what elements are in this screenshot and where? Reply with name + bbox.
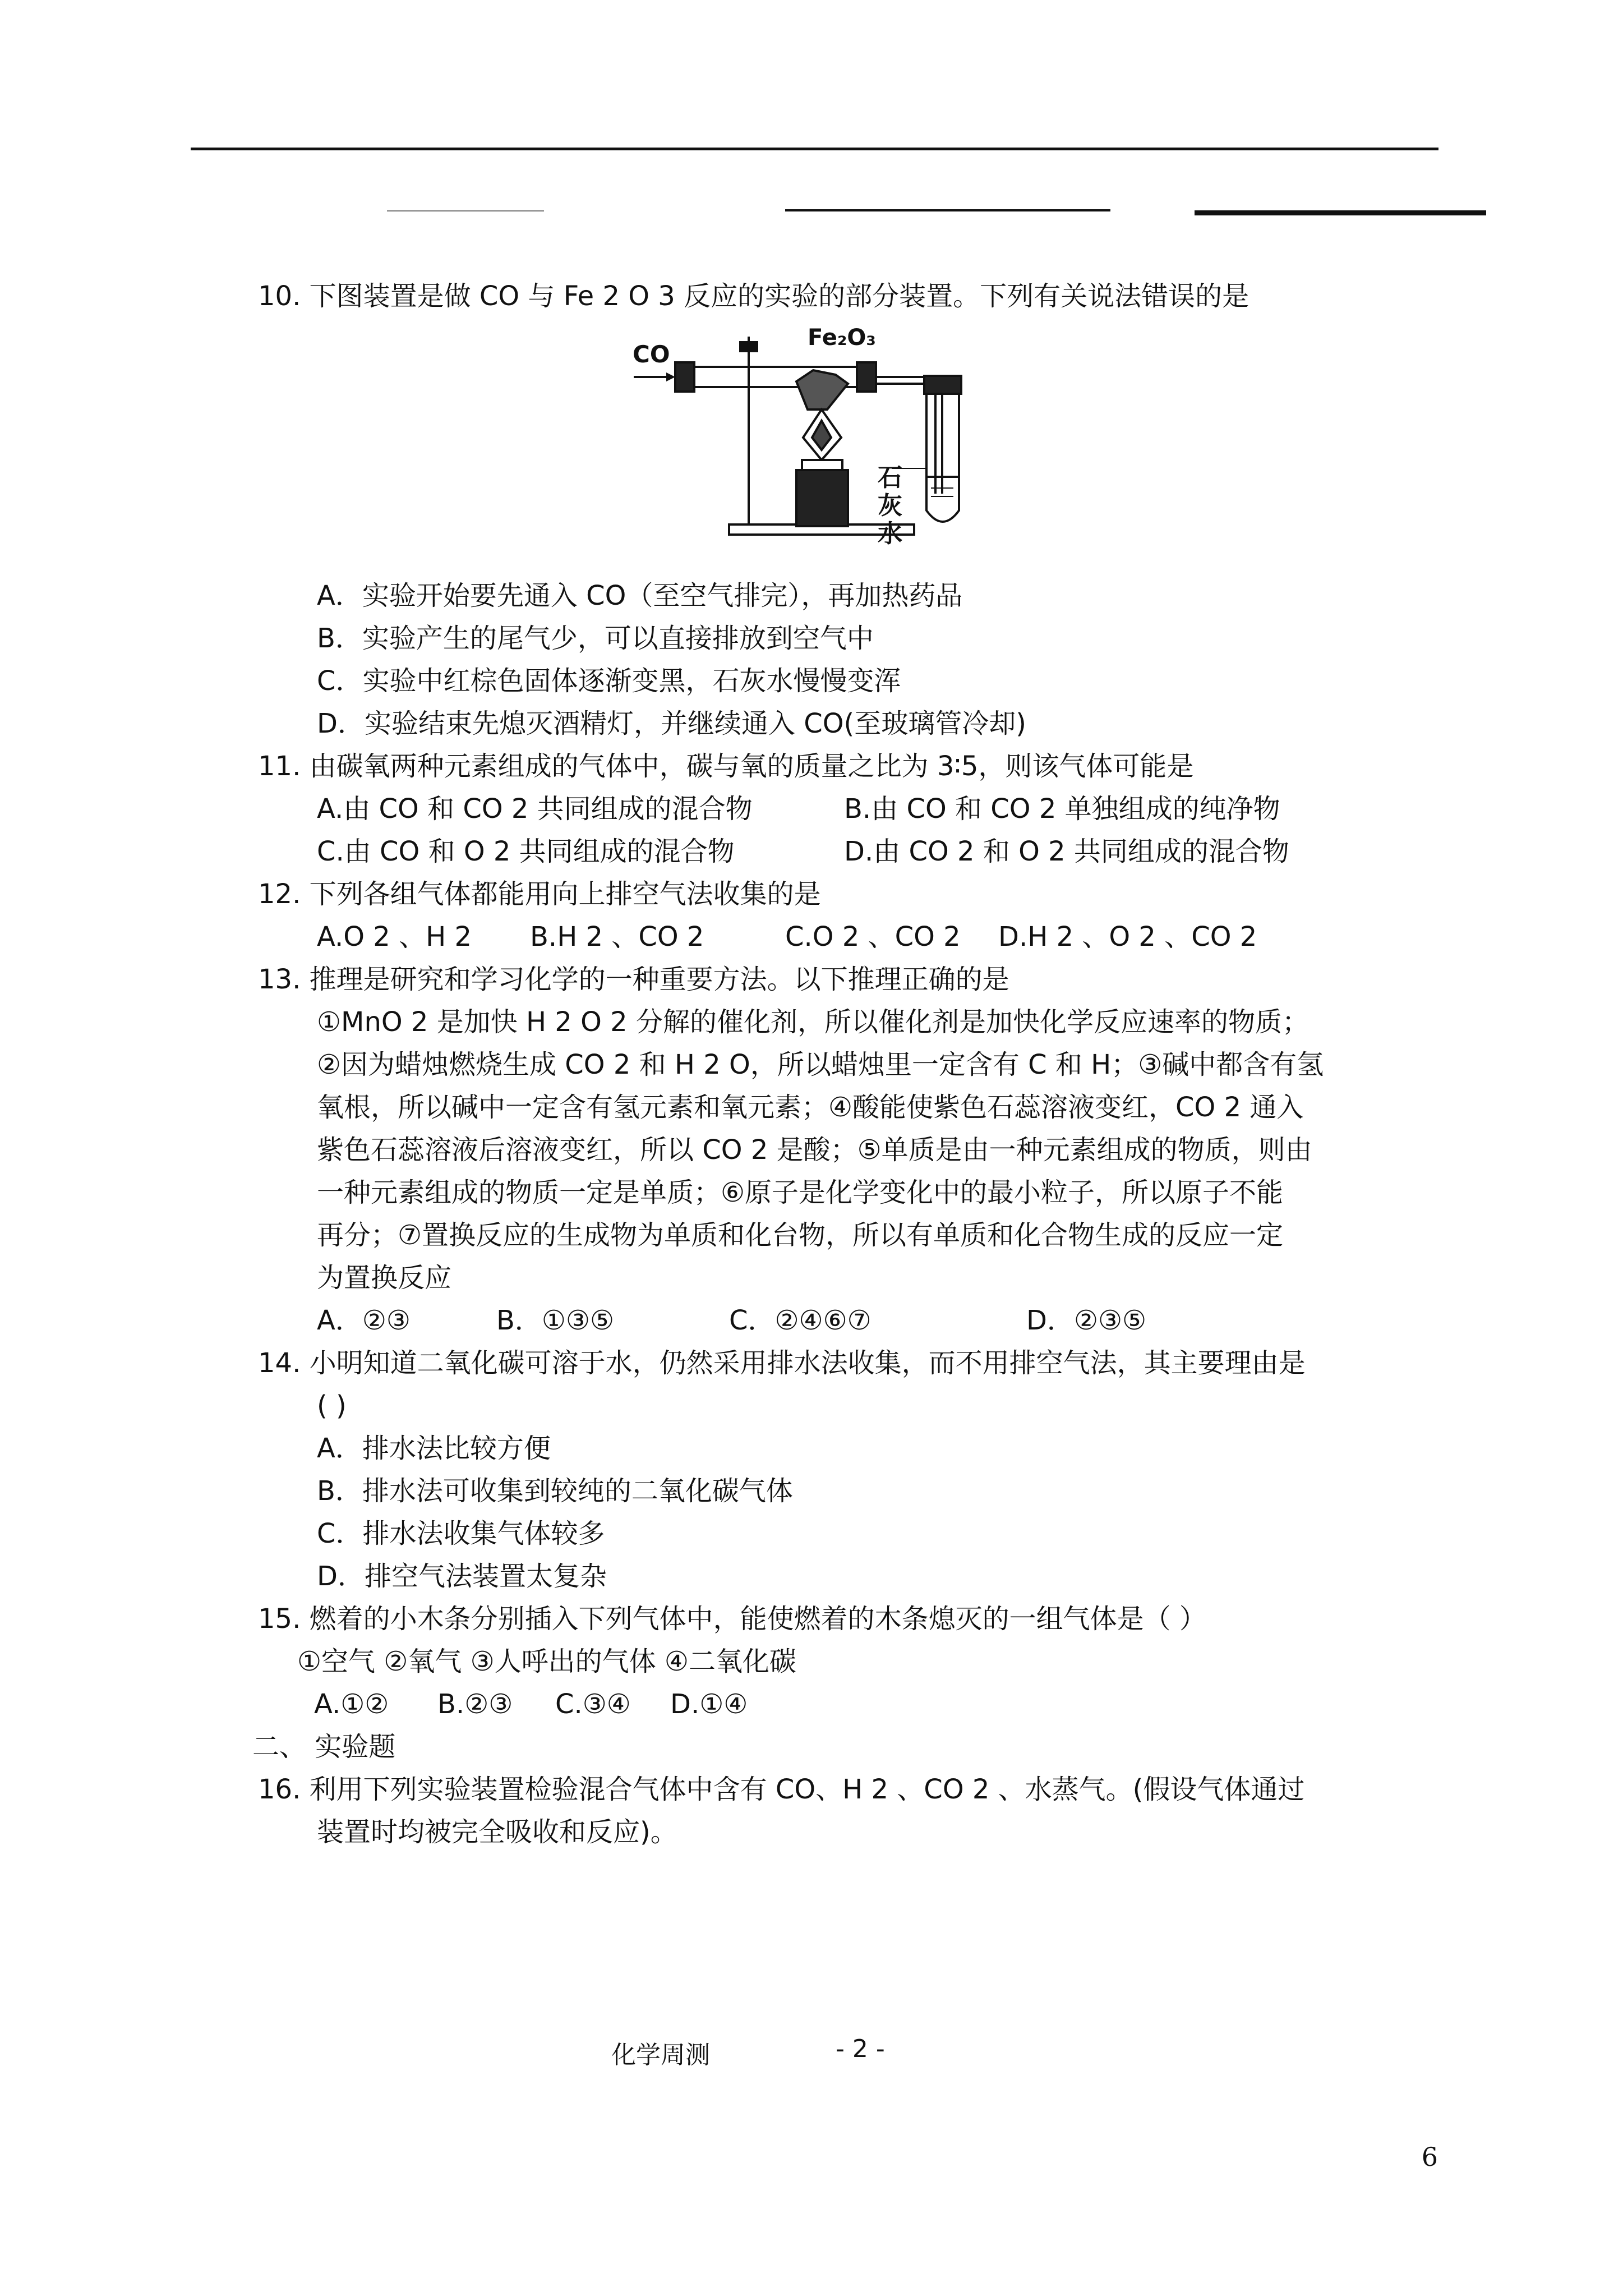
q12-option-a: A.O 2 、H 2 [317,921,472,953]
q12-option-d: D.H 2 、O 2 、CO 2 [998,921,1257,953]
figure-fe2o3-label: Fe₂O₃ [808,325,876,351]
q13-body-line-3: 氧根，所以碱中一定含有氢元素和氧元素；④酸能使紫色石蕊溶液变红，CO 2 通入 [317,1092,1304,1123]
footer-title: 化学周测 [611,2041,710,2069]
q13-body-line-5: 一种元素组成的物质一定是单质；⑥原子是化学变化中的最小粒子，所以原子不能 [317,1177,1284,1208]
q16-stem-line-2: 装置时均被完全吸收和反应)。 [317,1816,677,1848]
q14-option-a: A．排水法比较方便 [317,1433,551,1464]
q15-option-d: D.①④ [670,1688,748,1720]
q13-stem: 13. 推理是研究和学习化学的一种重要方法。以下推理正确的是 [258,964,1009,995]
q13-body-line-7: 为置换反应 [317,1262,452,1294]
header-rule-short-right [1195,210,1486,215]
q13-body-line-6: 再分；⑦置换反应的生成物为单质和化台物，所以有单质和化合物生成的反应一定 [317,1220,1284,1251]
q15-stem: 15. 燃着的小木条分别插入下列气体中，能使燃着的木条熄灭的一组气体是（ ） [258,1603,1206,1635]
q13-body-line-2: ②因为蜡烛燃烧生成 CO 2 和 H 2 O，所以蜡烛里一定含有 C 和 H；③碱中都含有氢 [317,1049,1324,1080]
q14-option-c: C．排水法收集气体较多 [317,1518,605,1549]
figure-limewater-label-1: 石 [878,463,902,492]
q10-stem: 10. 下图装置是做 CO 与 Fe 2 O 3 反应的实验的部分装置。下列有关说法错误的是 [258,280,1249,312]
q12-option-c: C.O 2 、CO 2 [785,921,961,953]
q14-answer-blank: ( ) [317,1390,347,1421]
q14-option-b: B．排水法可收集到较纯的二氧化碳气体 [317,1475,793,1507]
page-number: 6 [1421,2142,1438,2172]
q10-option-a: A．实验开始要先通入 CO（至空气排完），再加热药品 [317,580,963,611]
q16-stem-line-1: 16. 利用下列实验装置检验混合气体中含有 CO、H 2 、CO 2 、水蒸气。(假设气体通过 [258,1774,1305,1805]
q15-option-a: A.①② [314,1688,389,1720]
q11-stem: 11. 由碳氧两种元素组成的气体中，碳与氧的质量之比为 3∶5，则该气体可能是 [258,751,1194,782]
q15-option-c: C.③④ [555,1688,631,1720]
figure-limewater-label-2: 灰 [878,491,902,520]
q14-option-d: D．排空气法装置太复杂 [317,1561,607,1592]
q10-option-b: B．实验产生的尾气少，可以直接排放到空气中 [317,623,874,654]
header-rule-short-left [387,210,544,211]
q11-option-b: B.由 CO 和 CO 2 单独组成的纯净物 [844,793,1280,825]
q13-option-c: C．②④⑥⑦ [729,1305,872,1336]
q13-body-line-4: 紫色石蕊溶液后溶液变红，所以 CO 2 是酸；⑤单质是由一种元素组成的物质，则由 [317,1134,1312,1166]
q13-option-b: B．①③⑤ [496,1305,615,1336]
q12-option-b: B.H 2 、CO 2 [530,921,704,953]
q11-option-d: D.由 CO 2 和 O 2 共同组成的混合物 [844,836,1289,867]
q10-option-d: D．实验结束先熄灭酒精灯，并继续通入 CO(至玻璃管冷却) [317,708,1026,739]
q11-option-c: C.由 CO 和 O 2 共同组成的混合物 [317,836,735,867]
q12-stem: 12. 下列各组气体都能用向上排空气法收集的是 [258,878,821,910]
q15-items: ①空气 ②氧气 ③人呼出的气体 ④二氧化碳 [297,1646,796,1677]
co-fe2o3-apparatus-figure [628,325,1009,550]
figure-limewater-label-3: 水 [878,519,902,548]
figure-co-label: CO [633,341,670,368]
footer-page: - 2 - [836,2035,885,2063]
q14-stem: 14. 小明知道二氧化碳可溶于水，仍然采用排水法收集，而不用排空气法，其主要理由是 [258,1347,1306,1379]
q15-option-b: B.②③ [437,1688,513,1720]
header-rule-short-middle [785,209,1110,211]
header-rule-top [191,148,1438,150]
q13-option-a: A．②③ [317,1305,411,1336]
q13-option-d: D．②③⑤ [1026,1305,1147,1336]
section-heading-experiments: 二、 实验题 [252,1731,396,1763]
q11-option-a: A.由 CO 和 CO 2 共同组成的混合物 [317,793,753,825]
q13-body-line-1: ①MnO 2 是加快 H 2 O 2 分解的催化剂，所以催化剂是加快化学反应速率的物质； [317,1006,1309,1038]
q10-option-c: C．实验中红棕色固体逐渐变黑，石灰水慢慢变浑 [317,665,901,697]
